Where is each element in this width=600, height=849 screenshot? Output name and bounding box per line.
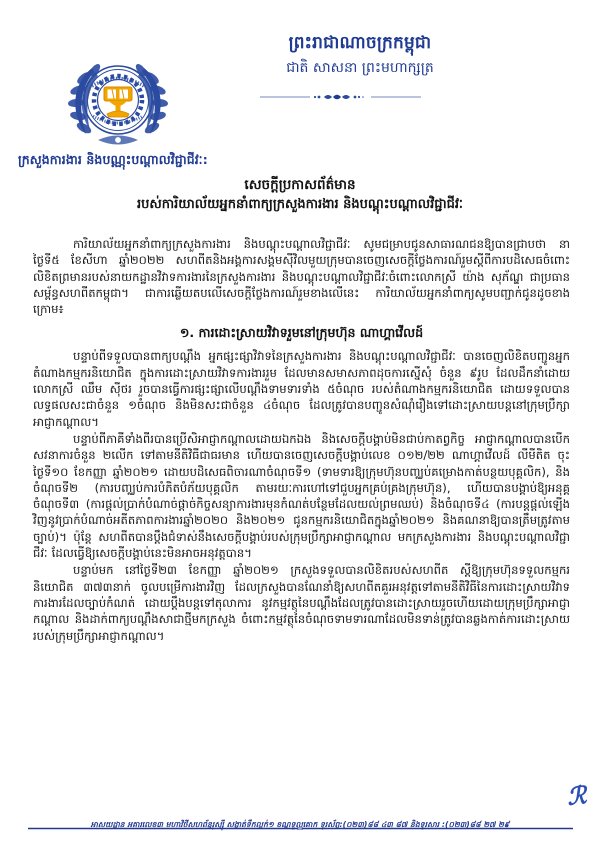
- ministry-emblem: [62, 48, 174, 156]
- emblem-graphic: [62, 48, 174, 156]
- handwritten-initial: ℛ: [565, 780, 588, 811]
- paragraph-3: បន្ទាប់ពីភាគីទាំងពីរបានប្រើសិអាជ្ញាកណ្ដាលដោយឯកឯង និងសេចក្ដីបង្គាប់មិនជាប់កាតព្វកិច្ច អាជ្ញាកណ្ដាលបានបើកសវនាការចំនួន ២លើក ទៅតាមនីតិវិធីជាធរមាន ហើយបានចេញសេចក្ដីបង្គាប់លេខ ០១២/២២ ណាហ្គាវើលដ៍ លីមីតិត ចុះថ្ងៃទី១០ ខែកញ្ញា ឆ្នាំ២០២១ ដោយបដិសេធពិចារណាចំណុចទី១ (ទាមទារឱ្យក្រុមហ៊ុនបញ្ឈប់គម្រោងកាត់បន្ថយបុគ្គលិក), និងចំណុចទី២ (ការបញ្ឈប់ការបំភិតបំភ័យបុគ្គលិក តាមរយៈការហៅទៅជួបអ្នកគ្រប់គ្រងក្រុមហ៊ុន), ហើយបានបង្គាប់ឱ្យអនុគ្គចំណុចទី៣ (ការផ្ដល់ប្រាក់បំណាច់ផ្ដាច់កិច្ចសន្យាការងារមុនកំណត់បន្ថែមដែលយល់ព្រមឈប់) និងចំណុចទី៤ (ការបន្តផ្ដល់ឡើងវិញនូវប្រាក់បំណាច់អតីតភាពការងារឆ្នាំ២០២០ និង២០២១ ជូនកម្មករនិយោជិតក្នុងឆ្នាំ២០២១ និងគណនាឱ្យបានត្រឹមត្រូវតាមច្បាប់)។ ប៉ុន្ដែ សហពីតបានប្ដឹងជំទាស់នឹងសេចក្ដីបង្គាប់របស់ក្រុមប្រឹក្សាអាជ្ញាកណ្ដាល មកក្រសួងការងារ និងបណ្ដុះបណ្ដាលវិជ្ជាជីវៈ ដែលធ្វើឱ្យសេចក្ដីបង្គាប់នេះមិនអាចអនុវត្តបាន។: [33, 431, 570, 561]
- footer-address: អាសយដ្ឋាន អគារលេខ៣ មហាវិថីសហព័ន្ធរុស្ស៊ី សង្កាត់ទឹកល្អក់១ ខណ្ឌទួលគោក ទូរស័ព្ទ:(០២៣)៨៨ ៤៣ ៨៧ និងទូរសារ :(០២៣)៨៨ ២៧ ២៩: [90, 820, 510, 829]
- section-heading-1: ១. ការដោះស្រាយវិវាទរួមនៅក្រុមហ៊ុន ណាហ្គាវើលដ៍: [179, 325, 424, 341]
- page-subtitle: របស់ការិយាល័យអ្នកនាំពាក្យក្រសួងការងារ និងបណ្ដុះបណ្ដាលវិជ្ជាជីវៈ: [136, 197, 463, 212]
- paragraph-1: ការិយាល័យអ្នកនាំពាក្យក្រសួងការងារ និងបណ្ដុះបណ្ដាលវិជ្ជាជីវៈ សូមជម្រាបជូនសាធារណជនឱ្យបានជ្រាបថា នាថ្ងៃទី៥ ខែសីហា ឆ្នាំ២០២២ សហពីតនិងអង្គការសង្គមស៊ីវិលមួយក្រុមបានចេញសេចក្ដីថ្លែងការណ៍រួមស្ដីពីការបដិសេធចំពោះលិខិតព្រមានរបស់នាយកដ្ឋានវិវាទការងារនៃក្រសួងការងារ និងបណ្ដុះបណ្ដាលវិជ្ជាជីវៈចំពោះលោកស្រី យ៉ាង សុភ័ណ្ឌ ជាប្រធានសម្ព័ន្ធសហពីតកម្ពុជា។ ជាការឆ្លើយតបលើសេចក្ដីថ្លែងការណ៍រួមខាងលើនេះ ការិយាល័យអ្នកនាំពាក្យសូមបញ្ជាក់ជូនដូចខាងក្រោម៖: [33, 237, 570, 317]
- royal-kingdom-title: ព្រះរាជាណាចក្រកម្ពុជា: [288, 33, 432, 53]
- paragraph-4: បន្ទាប់មក នៅថ្ងៃទី២៣ ខែកញ្ញា ឆ្នាំ២០២១ ក្រសួងទទួលបានលិខិតរបស់សហពីត ស្ដីឱ្យក្រុមហ៊ុនទទួលកម្មករនិយោជិត ៣៧៣នាក់ ចូលបម្រើការងារវិញ ដែលក្រសួងបានណែនាំឱ្យសហពីតគួរអនុវត្តទៅតាមនីតិវិធីនៃការដោះស្រាយវិវាទការងារដែលច្បាប់កំណត់ ដោយប្ដឹងបន្តទៅតុលាការ នូវកម្មវត្ថុនៃបណ្ដឹងដែលត្រូវបានដោះស្រាយរួចហើយដោយក្រុមប្រឹក្សាអាជ្ញាកណ្ដាល និងដាក់ពាក្យបណ្ដឹងសាជាថ្មីមកក្រសួង ចំពោះកម្មវត្ថុនៃចំណុចទាមទារណាដែលមិនទាន់ត្រូវបានឆ្លងកាត់ការដោះស្រាយរបស់ក្រុមប្រឹក្សាអាជ្ញាកណ្ដាល។: [33, 563, 570, 643]
- document-body: [33, 236, 570, 645]
- paragraph-2: បន្ទាប់ពីទទួលបានពាក្យបណ្ដឹង អ្នកផ្សះផ្សាវិវាទនៃក្រសួងការងារ និងបណ្ដុះបណ្ដាលវិជ្ជាជីវៈ បានចេញលិខិតបញ្ជូនអ្នកតំណាងកម្មករនិយោជិត ក្នុងការដោះស្រាយវិវាទការងាររួម ដែលមានសមាសភាពដុចការស្នើសុំ ចំនួន ៩រូប ដែលដឹកនាំដោយលោកស្រី ឈឹម ស៊ីថរ រួចបានធ្វើការផ្សះផ្សាលើបណ្ដឹងទាមទារទាំង ៥ចំណុច របស់តំណាងកម្មករនិយោជិត ដោយទទួលបានលទ្ធផលសះជាចំនួន ១ចំណុច និងមិនសះជាចំនួន ៤ចំណុច ដែលត្រូវបានបញ្ជូនសំណុំរឿងទៅដោះស្រាយបន្តនៅក្រុមប្រឹក្សាអាជ្ញាកណ្ដាល។: [33, 349, 570, 429]
- ministry-name-line: ក្រសួងការងារ និងបណ្ណុះបណ្តាលវិជ្ជាជីវៈ:: [18, 152, 208, 167]
- emblem-base-ornament: [98, 136, 138, 145]
- document-header: [0, 0, 600, 150]
- royal-motto: ជាតិ សាសនា ព្រះមហាក្សត្រ: [286, 60, 434, 76]
- page-title: សេចក្ដីប្រកាសព័ត៌មាន: [244, 177, 356, 193]
- footer-divider: [28, 815, 573, 818]
- khmer-ornamental-divider: [258, 88, 423, 100]
- divider-graphic: [258, 91, 423, 103]
